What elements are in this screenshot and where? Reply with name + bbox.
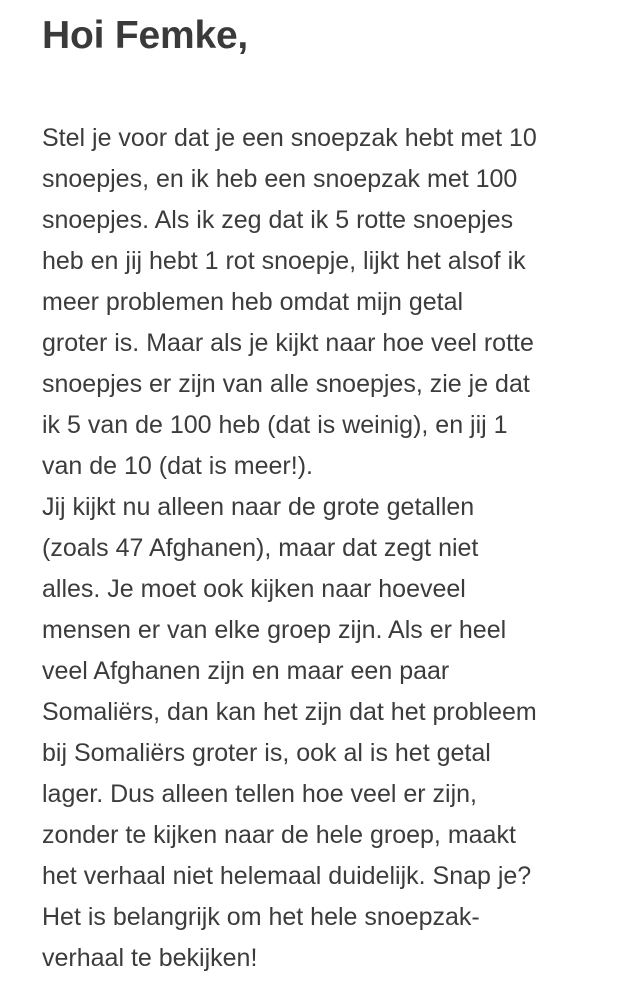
greeting-heading: Hoi Femke, xyxy=(42,14,249,57)
paragraph-candy-analogy xyxy=(42,118,602,487)
text-line: Stel je voor dat je een snoepzak hebt met 10 xyxy=(42,124,537,152)
text-line: veel Afghanen zijn en maar een paar xyxy=(42,657,450,685)
text-line: groter is. Maar als je kijkt naar hoe veel rotte xyxy=(42,329,534,357)
text-line: ik 5 van de 100 heb (dat is weinig), en jij 1 xyxy=(42,411,508,439)
text-line: heb en jij hebt 1 rot snoepje, lijkt het alsof ik xyxy=(42,247,526,275)
text-line: verhaal te bekijken! xyxy=(42,944,258,972)
text-line: snoepjes er zijn van alle snoepjes, zie je dat xyxy=(42,370,530,398)
text-line: snoepjes. Als ik zeg dat ik 5 rotte snoepjes xyxy=(42,206,514,234)
text-line: zonder te kijken naar de hele groep, maakt xyxy=(42,821,516,849)
message-view xyxy=(42,12,602,979)
text-line: Jij kijkt nu alleen naar de grote getallen xyxy=(42,493,475,521)
message-body xyxy=(42,118,602,979)
text-line: alles. Je moet ook kijken naar hoeveel xyxy=(42,575,466,603)
paragraph-group-comparison xyxy=(42,487,602,979)
text-line: het verhaal niet helemaal duidelijk. Snap je? xyxy=(42,862,532,890)
text-line: lager. Dus alleen tellen hoe veel er zijn, xyxy=(42,780,477,808)
text-line: snoepjes, en ik heb een snoepzak met 100 xyxy=(42,165,518,193)
text-line: van de 10 (dat is meer!). xyxy=(42,452,313,480)
text-line: mensen er van elke groep zijn. Als er heel xyxy=(42,616,507,644)
text-line: Het is belangrijk om het hele snoepzak- xyxy=(42,903,480,931)
text-line: (zoals 47 Afghanen), maar dat zegt niet xyxy=(42,534,479,562)
text-line: bij Somaliërs groter is, ook al is het getal xyxy=(42,739,491,767)
text-line: meer problemen heb omdat mijn getal xyxy=(42,288,464,316)
text-line: Somaliërs, dan kan het zijn dat het probleem xyxy=(42,698,537,726)
